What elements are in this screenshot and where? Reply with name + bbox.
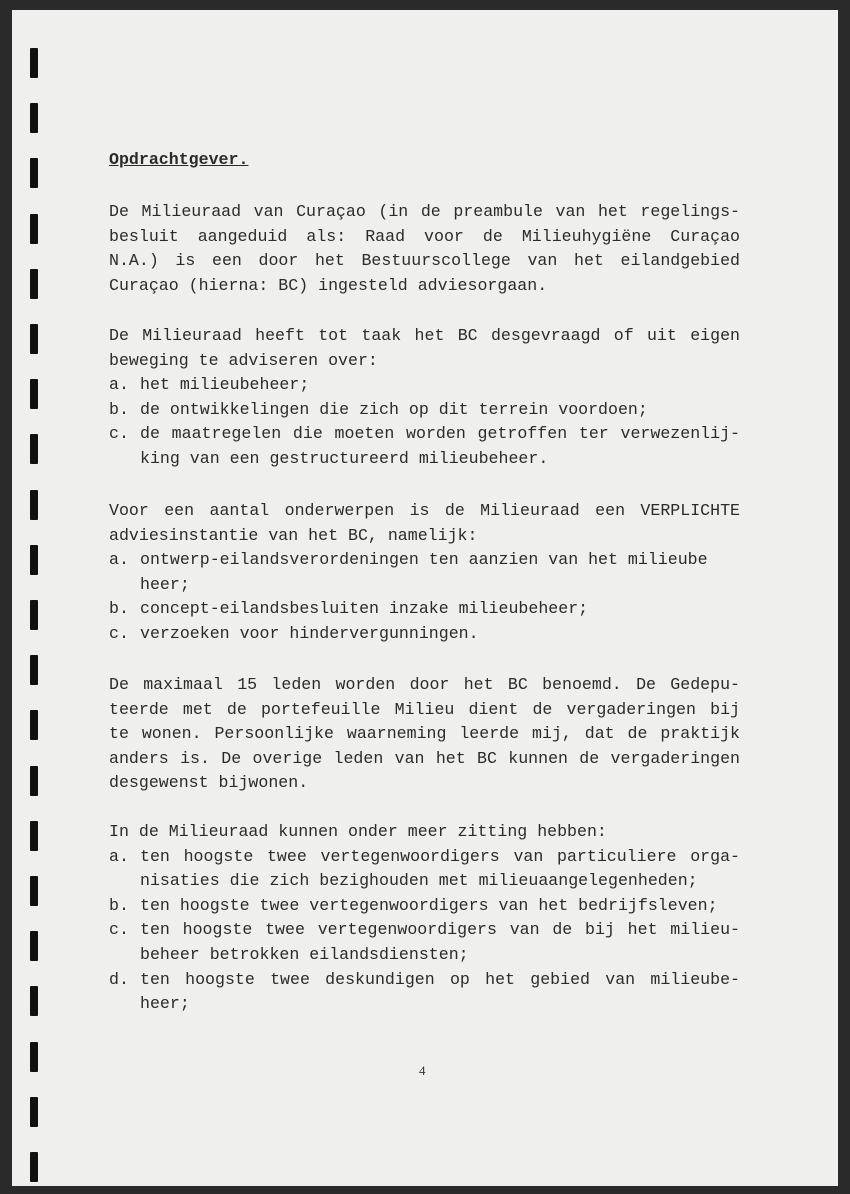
list-item-line: het milieubeheer; [140, 375, 310, 395]
paragraph-line: adviesinstantie van het BC, namelijk: [109, 525, 478, 545]
list-item-label: a. [109, 846, 129, 866]
binding-hole [30, 986, 38, 1016]
list-item-label: b. [109, 599, 129, 619]
binding-hole [30, 876, 38, 906]
binding-hole [30, 710, 38, 740]
paragraph-line: anders is. De overige leden van het BC kunnen de vergaderingen [109, 748, 740, 768]
list-item-label: a. [109, 375, 129, 395]
list-item-label: a. [109, 550, 129, 570]
paragraph-line: teerde met de portefeuille Milieu dient de vergaderingen bij [109, 699, 740, 719]
binding-hole [30, 324, 38, 354]
list-item-line: concept-eilandsbesluiten inzake milieubeheer; [140, 599, 589, 619]
binding-hole [30, 490, 38, 520]
binding-hole [30, 655, 38, 685]
binding-hole [30, 379, 38, 409]
binding-hole [30, 1042, 38, 1072]
paragraph-line: In de Milieuraad kunnen onder meer zitting hebben: [109, 822, 607, 841]
paragraph-line: De maximaal 15 leden worden door het BC benoemd. De Gedepu- [109, 675, 740, 694]
paragraph-line: besluit aangeduid als: Raad voor de Milieuhygiëne Curaçao [109, 226, 740, 246]
binding-hole [30, 1152, 38, 1182]
binding-hole [30, 214, 38, 244]
binding-hole [30, 269, 38, 299]
list-item-line: de ontwikkelingen die zich op dit terrein voordoen; [140, 399, 648, 419]
list-item-line: ten hoogste twee vertegenwoordigers van het bedrijfsleven; [140, 895, 718, 915]
paragraph-line: Curaçao (hierna: BC) ingesteld adviesorgaan. [109, 275, 548, 295]
list-item-line: nisaties die zich bezighouden met milieuaangelegenheden; [140, 871, 698, 891]
document-page [12, 10, 838, 1186]
binding-hole [30, 931, 38, 961]
paragraph-line: N.A.) is een door het Bestuurscollege van het eilandgebied [109, 251, 740, 271]
list-item-line: heer; [140, 994, 190, 1014]
list-item-line: beheer betrokken eilandsdiensten; [140, 945, 469, 964]
list-item-line: ontwerp-eilandsverordeningen ten aanzien van het milieube [140, 550, 708, 570]
list-item-line: verzoeken voor hindervergunningen. [140, 624, 479, 643]
list-item-line: ten hoogste twee vertegenwoordigers van particuliere orga- [140, 846, 740, 866]
binding-hole [30, 600, 38, 630]
binding-hole [30, 434, 38, 464]
list-item-line: de maatregelen die moeten worden getroffen ter verwezenlij- [140, 424, 740, 444]
page-number: 4 [419, 1063, 426, 1078]
list-item-label: c. [109, 920, 129, 940]
list-item-label: c. [109, 424, 129, 444]
binding-hole [30, 158, 38, 188]
binding-hole [30, 48, 38, 78]
paragraph-line: beweging te adviseren over: [109, 350, 378, 370]
binding-hole [30, 103, 38, 133]
list-item-line: ten hoogste twee vertegenwoordigers van de bij het milieu- [140, 920, 740, 940]
binding-hole [30, 766, 38, 796]
paragraph-line: te wonen. Persoonlijke waarneming leerde mij, dat de praktijk [109, 724, 740, 744]
list-item-label: c. [109, 624, 129, 643]
binding-hole [30, 1097, 38, 1127]
list-item-label: d. [109, 969, 129, 989]
binding-hole [30, 545, 38, 575]
paragraph-line: De Milieuraad heeft tot taak het BC desgevraagd of uit eigen [109, 326, 740, 345]
list-item-line: king van een gestructureerd milieubeheer. [140, 449, 549, 468]
paragraph-line: De Milieuraad van Curaçao (in de preambule van het regelings- [109, 202, 740, 221]
section-title: Opdrachtgever. [109, 150, 249, 169]
paragraph-line: Voor een aantal onderwerpen is de Milieuraad een VERPLICHTE [109, 501, 740, 520]
list-item-line: heer; [140, 574, 190, 594]
binding-hole [30, 821, 38, 851]
list-item-label: b. [109, 399, 129, 419]
list-item-line: ten hoogste twee deskundigen op het gebied van milieube- [140, 969, 740, 989]
paragraph-line: desgewenst bijwonen. [109, 773, 309, 793]
list-item-label: b. [109, 895, 129, 915]
